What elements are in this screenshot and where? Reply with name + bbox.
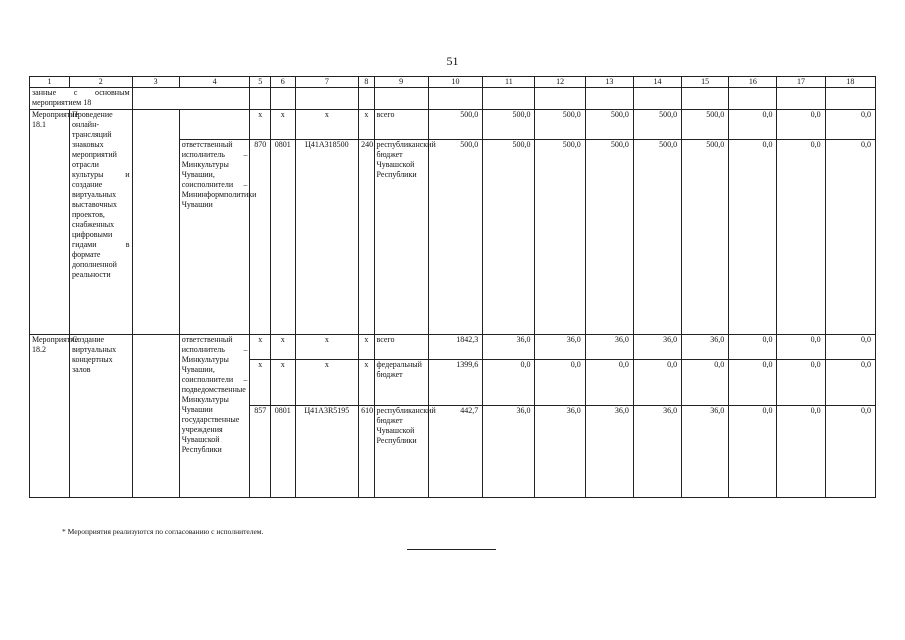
cell-c5: x [250,359,271,406]
column-number: 11 [483,77,535,88]
value-cell: 0,0 [777,406,825,498]
value-cell: 0,0 [682,359,729,406]
value-cell: 500,0 [633,110,681,140]
cell-c8: 240 [359,140,374,335]
value-cell: 36,0 [585,406,633,498]
footnote: * Мероприятия реализуются по согласованию с исполнителем. [62,527,264,536]
value-cell: 36,0 [535,406,585,498]
event-description: Создание виртуальных концертных залов [69,335,132,498]
table-row [30,110,876,140]
column-number: 6 [270,77,295,88]
value-cell: 500,0 [633,140,681,335]
cell-c7: x [295,110,359,140]
value-cell: 0,0 [585,359,633,406]
value-cell: 0,0 [535,359,585,406]
funding-source: республиканский бюджет Чувашской Республики [374,140,428,335]
value-cell: 36,0 [682,335,729,360]
event-description: Проведение онлайн-трансляций знаковых мероприятий отрасли культуры и создание виртуальных выставочных проектов, снабженных цифровыми гидами в формате дополненной реальности [69,110,132,335]
value-cell: 36,0 [585,335,633,360]
cell-c5: x [250,110,271,140]
cell-c6: x [270,359,295,406]
value-cell: 0,0 [825,140,875,335]
value-cell: 0,0 [825,406,875,498]
cell-c6: 0801 [270,140,295,335]
column-number: 3 [132,77,179,88]
value-cell: 442,7 [428,406,482,498]
column-number: 7 [295,77,359,88]
column-number: 5 [250,77,271,88]
value-cell: 36,0 [633,335,681,360]
value-cell: 0,0 [729,110,777,140]
cell-c8: x [359,359,374,406]
funding-source: республиканский бюджет Чувашской Республики [374,406,428,498]
cell-c7: Ц41А3R5195 [295,406,359,498]
continuation-row [30,88,876,110]
value-cell: 36,0 [483,406,535,498]
value-cell: 0,0 [777,140,825,335]
cell-c7: x [295,335,359,360]
empty-cell [132,335,179,498]
cell-c7: x [295,359,359,406]
cell-c6: x [270,335,295,360]
value-cell: 0,0 [825,110,875,140]
column-number: 1 [30,77,70,88]
table-row [30,335,876,360]
value-cell: 0,0 [777,110,825,140]
value-cell: 0,0 [825,335,875,360]
value-cell: 36,0 [535,335,585,360]
value-cell: 36,0 [483,335,535,360]
value-cell: 1399,6 [428,359,482,406]
empty-cell [132,110,179,335]
responsible-executor: ответственный исполнитель – Минкультуры Чувашии, соисполнители – подведомственные Минкультуры Чувашии государственные учреждения Чувашской Республики [179,335,250,498]
value-cell: 500,0 [585,140,633,335]
cell-c6: x [270,110,295,140]
value-cell: 36,0 [682,406,729,498]
value-cell: 500,0 [428,140,482,335]
value-cell: 0,0 [777,359,825,406]
cell-c5: 857 [250,406,271,498]
cell-c5: x [250,335,271,360]
value-cell: 500,0 [585,110,633,140]
value-cell: 0,0 [825,359,875,406]
column-number: 2 [69,77,132,88]
value-cell: 500,0 [682,140,729,335]
column-number: 12 [535,77,585,88]
value-cell: 500,0 [428,110,482,140]
column-number: 18 [825,77,875,88]
cell-c5: 870 [250,140,271,335]
column-number: 9 [374,77,428,88]
end-divider [407,549,496,550]
cell-c8: x [359,110,374,140]
value-cell: 0,0 [729,335,777,360]
value-cell: 500,0 [535,110,585,140]
column-number: 13 [585,77,633,88]
value-cell: 0,0 [483,359,535,406]
continuation-text: занные с основным мероприятием 18 [30,88,133,110]
column-number: 8 [359,77,374,88]
value-cell: 0,0 [633,359,681,406]
column-number: 16 [729,77,777,88]
value-cell: 500,0 [682,110,729,140]
page-number: 51 [446,54,459,68]
cell-c8: x [359,335,374,360]
column-number: 4 [179,77,250,88]
column-number: 10 [428,77,482,88]
value-cell: 500,0 [483,110,535,140]
funding-source: федеральный бюджет [374,359,428,406]
cell-c7: Ц41А318500 [295,140,359,335]
value-cell: 0,0 [729,406,777,498]
funding-source: всего [374,335,428,360]
column-number: 15 [682,77,729,88]
column-number: 14 [633,77,681,88]
value-cell: 500,0 [483,140,535,335]
value-cell: 36,0 [633,406,681,498]
responsible-executor: ответственный исполнитель – Минкультуры Чувашии, соисполнители – Мининформполитики Чувашии [179,140,250,335]
event-title: Мероприятие 18.1 [30,110,70,335]
cell-c6: 0801 [270,406,295,498]
value-cell: 1842,3 [428,335,482,360]
program-table [29,76,876,498]
column-number: 17 [777,77,825,88]
value-cell: 0,0 [777,335,825,360]
value-cell: 0,0 [729,359,777,406]
cell-c8: 610 [359,406,374,498]
value-cell: 500,0 [535,140,585,335]
event-title: Мероприятие 18.2 [30,335,70,498]
funding-source: всего [374,110,428,140]
column-number-row [30,77,876,88]
value-cell: 0,0 [729,140,777,335]
